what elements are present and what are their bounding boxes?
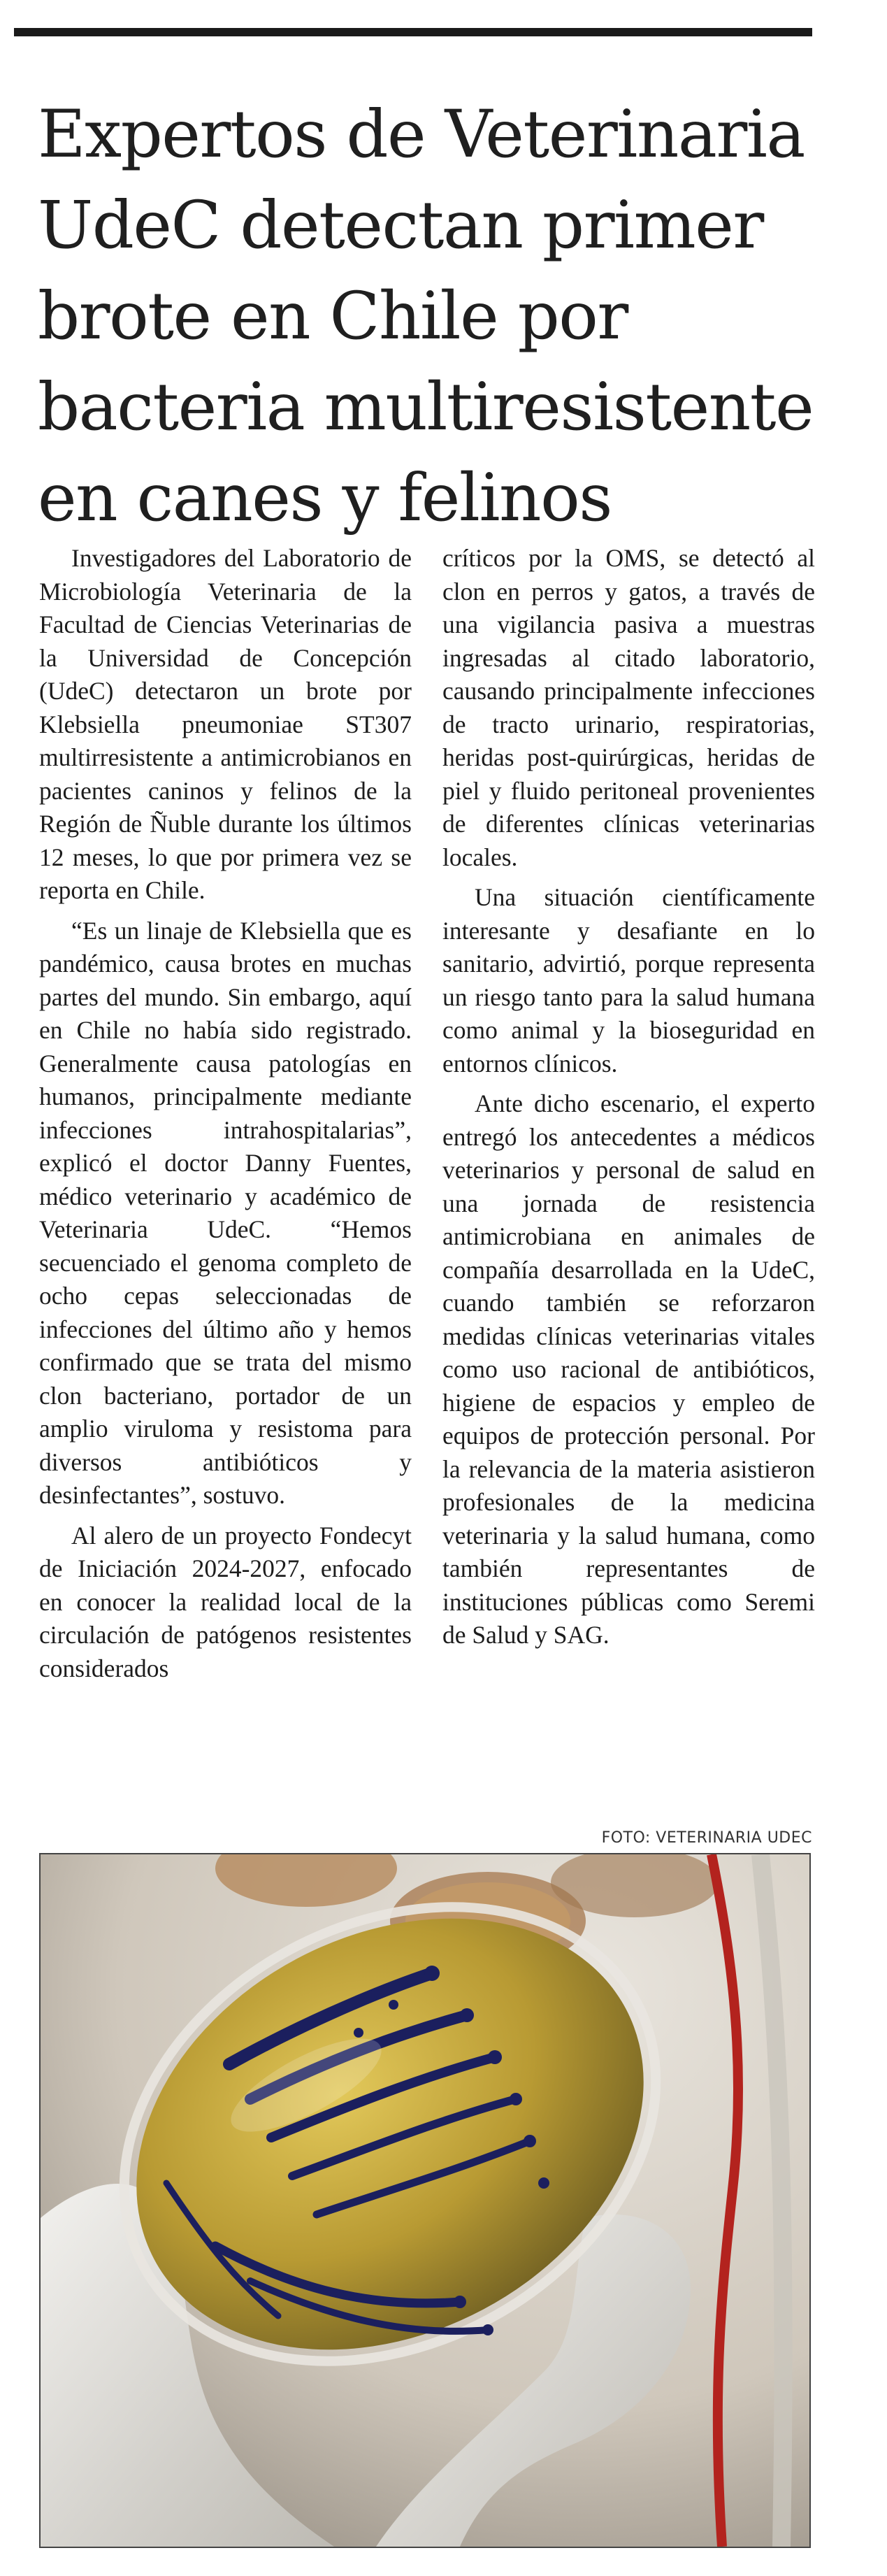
paragraph: Ante dicho escenario, el experto entregó los antecedentes a médicos veterinarios y personal de salud en una jornada de resistencia antimicrobiana en animales de compañía desarrollada en la UdeC, cuando también se reforzaron medidas clínicas veterinarias vitales como uso racional de antibióticos, higiene de espacios y empleo de equipos de protección personal. Por la relevancia de la materia asistieron profesionales de la medicina veterinaria y la salud humana, como también representantes de instituciones públicas como Seremi de Salud y SAG.: [442, 1089, 815, 1649]
top-rule: [14, 28, 812, 36]
article-column-right: [442, 542, 815, 1659]
paragraph: Investigadores del Laboratorio de Microbiología Veterinaria de la Facultad de Ciencias Veterinarias de la Universidad de Concepción (UdeC) detectaron un brote por Klebsiella pneumoniae ST307 multirresistente a antimicrobianos en pacientes caninos y felinos de la Región de Ñuble durante los últimos 12 meses, lo que por primera vez se reporta en Chile.: [39, 544, 412, 904]
paragraph: Al alero de un proyecto Fondecyt de Iniciación 2024-2027, enfocado en conocer la realidad local de la circulación de patógenos resistentes considerados: [39, 1521, 412, 1682]
paragraph: “Es un linaje de Klebsiella que es pandémico, causa brotes en muchas partes del mundo. Sin embargo, aquí en Chile no había sido registrado. Generalmente causa patologías en humanos, principalmente mediante infecciones intrahospitalarias”, explicó el doctor Danny Fuentes, médico veterinario y académico de Veterinaria UdeC. “Hemos secuenciado el genoma completo de ocho cepas seleccionadas de infecciones del último año y hemos confirmado que se trata del mismo clon bacteriano, portador de un amplio viruloma y resistoma para diversos antibióticos y desinfectantes”, sostuvo.: [39, 916, 412, 1509]
article-photo: [39, 1853, 811, 2548]
petri-dish-illustration: [41, 1854, 809, 2547]
paragraph: Una situación científicamente interesante y desafiante en lo sanitario, advirtió, porque representa un riesgo tanto para la salud humana como animal y la bioseguridad en entornos clínicos.: [442, 883, 815, 1078]
article-column-left: [39, 542, 412, 1692]
paragraph: críticos por la OMS, se detectó al clon en perros y gatos, a través de una vigilancia pasiva a muestras ingresadas al citado laboratorio, causando principalmente infecciones de tracto urinario, respiratorias, heridas post-quirúrgicas, heridas de piel y fluido peritoneal provenientes de diferentes clínicas veterinarias locales.: [442, 544, 815, 871]
headline: Expertos de Veterinaria UdeC detectan primer brote en Chile por bacteria multiresistente en canes y felinos: [38, 96, 814, 536]
photo-credit: FOTO: VETERINARIA UDEC: [601, 1829, 812, 1847]
